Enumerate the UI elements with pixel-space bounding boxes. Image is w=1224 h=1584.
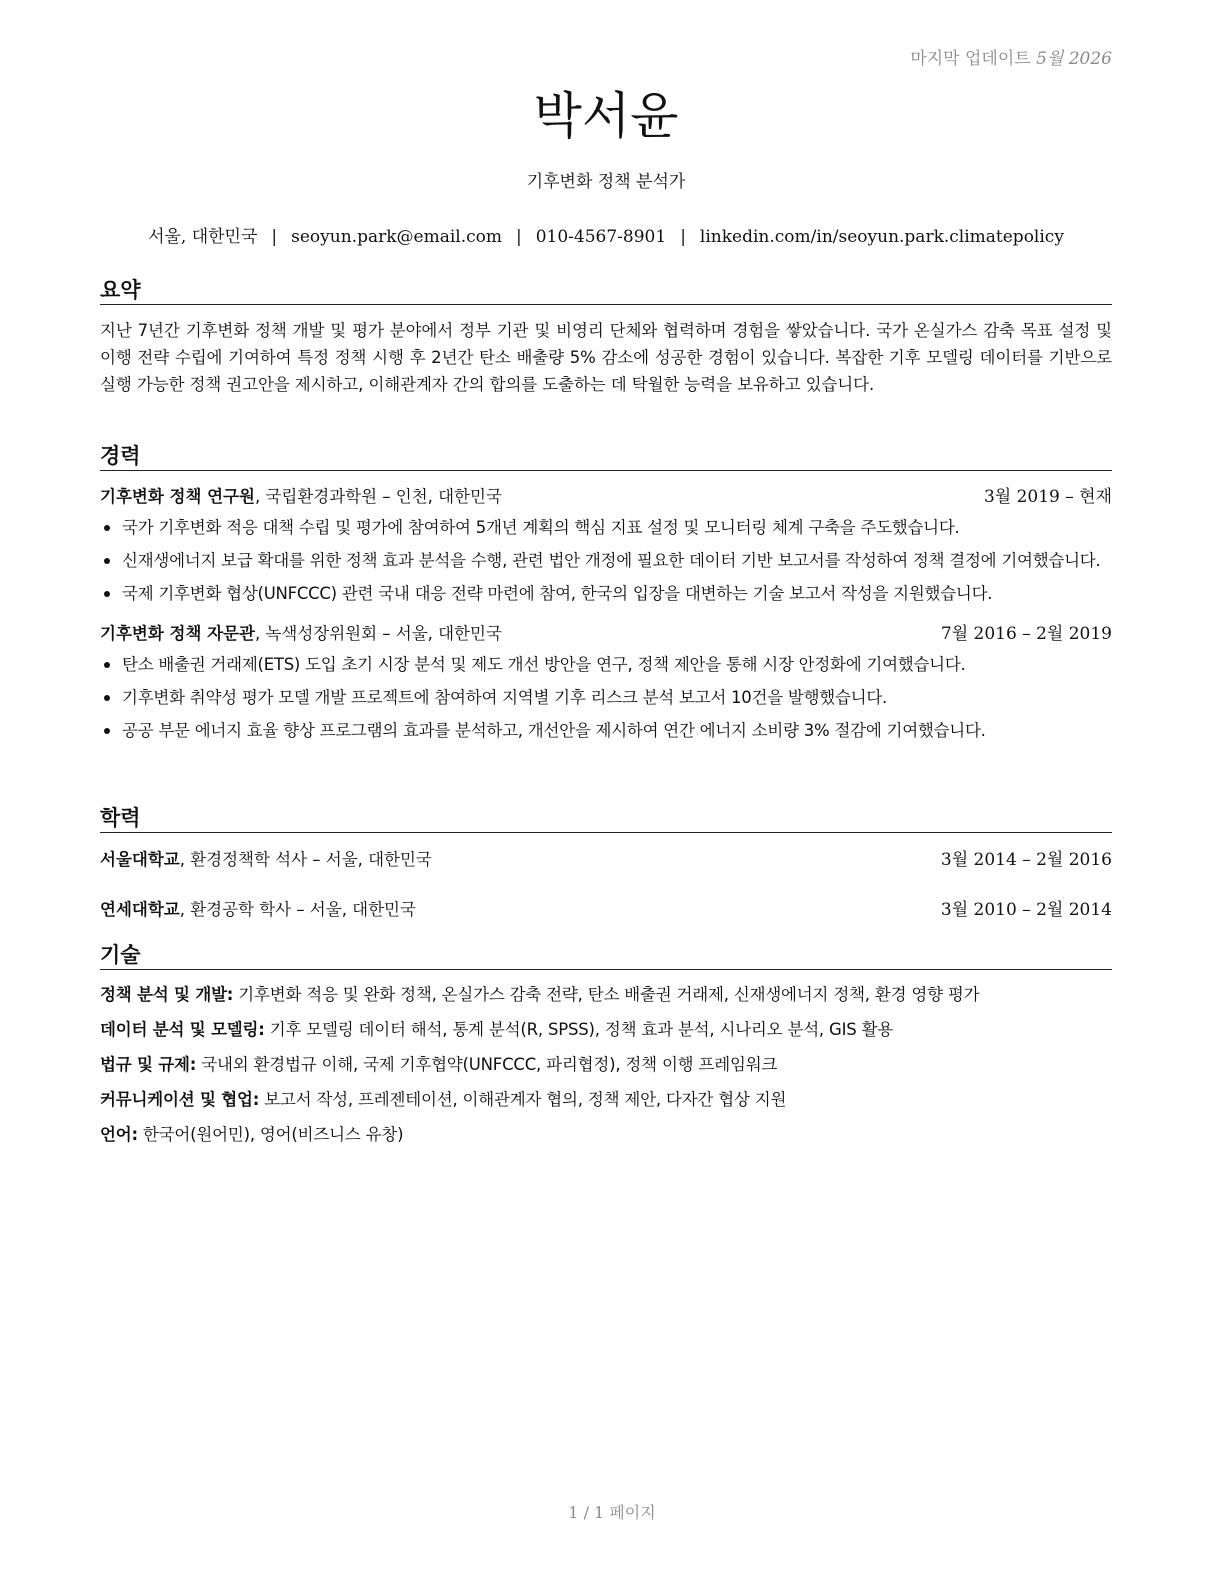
contact-email[interactable]: seoyun.park@email.com bbox=[291, 227, 502, 247]
contact-linkedin[interactable]: linkedin.com/in/seoyun.park.climatepolicy bbox=[699, 227, 1064, 247]
summary-heading: 요약 bbox=[100, 276, 1112, 305]
job-header bbox=[100, 484, 1112, 510]
education-entry bbox=[100, 897, 1112, 923]
page-number: 1 / 1 페이지 bbox=[568, 1503, 656, 1522]
job-org: , 국립환경과학원 – 인천, 대한민국 bbox=[254, 487, 502, 506]
skill-label: 법규 및 규제: bbox=[100, 1055, 197, 1074]
list-item: 국가 기후변화 적응 대책 수립 및 평가에 참여하여 5개년 계획의 핵심 지표 설정 및 모니터링 체계 구축을 주도했습니다. bbox=[100, 514, 1112, 541]
skill-value: 보고서 작성, 프레젠테이션, 이해관계자 협의, 정책 제안, 다자간 협상 지원 bbox=[259, 1090, 787, 1109]
skill-row bbox=[100, 1082, 1112, 1117]
contact-separator: | bbox=[680, 227, 686, 247]
skill-label: 언어: bbox=[100, 1125, 138, 1144]
education-heading: 학력 bbox=[100, 804, 1112, 833]
skill-row bbox=[100, 1047, 1112, 1082]
education-section bbox=[100, 804, 1112, 923]
education-school: 연세대학교 bbox=[100, 900, 180, 919]
job-bullets bbox=[100, 651, 1112, 744]
list-item: 탄소 배출권 거래제(ETS) 도입 초기 시장 분석 및 제도 개선 방안을 연구, 정책 제안을 통해 시장 안정화에 기여했습니다. bbox=[100, 651, 1112, 678]
skill-value: 기후변화 적응 및 완화 정책, 온실가스 감축 전략, 탄소 배출권 거래제, 신재생에너지 정책, 환경 영향 평가 bbox=[233, 985, 980, 1004]
skill-row bbox=[100, 1012, 1112, 1047]
skills-section bbox=[100, 941, 1112, 1152]
list-item: 신재생에너지 보급 확대를 위한 정책 효과 분석을 수행, 관련 법안 개정에 필요한 데이터 기반 보고서를 작성하여 정책 결정에 기여했습니다. bbox=[100, 547, 1112, 574]
job-bullets bbox=[100, 514, 1112, 607]
summary-text: 지난 7년간 기후변화 정책 개발 및 평가 분야에서 정부 기관 및 비영리 단체와 협력하며 경험을 쌓았습니다. 국가 온실가스 감축 목표 설정 및 이행 전략 수립에 기여하여 특정 정책 시행 후 2년간 탄소 배출량 5% 감소에 성공한 경험이 있습니다. 복잡한 기후 모델링 데이터를 기반으로 실행 가능한 정책 권고안을 제시하고, 이해관계자 간의 합의를 도출하는 데 탁월한 능력을 보유하고 있습니다. bbox=[100, 321, 1112, 394]
skill-value: 국내외 환경법규 이해, 국제 기후협약(UNFCCC, 파리협정), 정책 이행 프레임워크 bbox=[196, 1055, 778, 1074]
skill-value: 기후 모델링 데이터 해석, 통계 분석(R, SPSS), 정책 효과 분석, 시나리오 분석, GIS 활용 bbox=[264, 1020, 894, 1039]
job-header bbox=[100, 621, 1112, 647]
education-detail: , 환경공학 학사 – 서울, 대한민국 bbox=[179, 900, 416, 919]
contact-separator: | bbox=[515, 227, 522, 247]
last-updated-label: 마지막 업데이트 bbox=[910, 49, 1031, 69]
education-date: 3월 2014 – 2월 2016 bbox=[940, 850, 1112, 870]
experience-heading: 경력 bbox=[100, 442, 1112, 471]
contact-location: 서울, 대한민국 bbox=[148, 227, 258, 247]
last-updated-date: 5월 2026 bbox=[1036, 49, 1112, 69]
job-date: 7월 2016 – 2월 2019 bbox=[940, 624, 1112, 644]
job-entry bbox=[100, 621, 1112, 744]
skill-label: 데이터 분석 및 모델링: bbox=[100, 1020, 265, 1039]
summary-section bbox=[100, 276, 1112, 398]
last-updated bbox=[910, 44, 1112, 69]
education-detail: , 환경정책학 석사 – 서울, 대한민국 bbox=[179, 850, 432, 869]
job-role: 기후변화 정책 자문관 bbox=[100, 624, 255, 643]
list-item: 국제 기후변화 협상(UNFCCC) 관련 국내 대응 전략 마련에 참여, 한국의 입장을 대변하는 기술 보고서 작성을 지원했습니다. bbox=[100, 580, 1112, 607]
job-role: 기후변화 정책 연구원 bbox=[100, 487, 255, 506]
job-title: 기후변화 정책 분석가 bbox=[526, 172, 686, 192]
experience-section bbox=[100, 442, 1112, 750]
skill-row bbox=[100, 1117, 1112, 1152]
job-date: 3월 2019 – 현재 bbox=[983, 487, 1112, 507]
contact-phone: 010-4567-8901 bbox=[535, 227, 667, 247]
education-school: 서울대학교 bbox=[100, 850, 180, 869]
job-org: , 녹색성장위원회 – 서울, 대한민국 bbox=[254, 624, 502, 643]
contact-separator: | bbox=[271, 227, 278, 247]
education-date: 3월 2010 – 2월 2014 bbox=[940, 900, 1112, 920]
list-item: 공공 부문 에너지 효율 향상 프로그램의 효과를 분석하고, 개선안을 제시하여 연간 에너지 소비량 3% 절감에 기여했습니다. bbox=[100, 717, 1112, 744]
skills-list bbox=[100, 977, 1112, 1152]
skill-row bbox=[100, 977, 1112, 1012]
skill-label: 정책 분석 및 개발: bbox=[100, 985, 234, 1004]
education-entry bbox=[100, 847, 1112, 873]
job-entry bbox=[100, 484, 1112, 607]
contact-line bbox=[100, 224, 1112, 250]
list-item: 기후변화 취약성 평가 모델 개발 프로젝트에 참여하여 지역별 기후 리스크 분석 보고서 10건을 발행했습니다. bbox=[100, 684, 1112, 711]
skill-label: 커뮤니케이션 및 협업: bbox=[100, 1090, 260, 1109]
skill-value: 한국어(원어민), 영어(비즈니스 유창) bbox=[137, 1125, 404, 1144]
candidate-name: 박서윤 bbox=[533, 87, 679, 145]
skills-heading: 기술 bbox=[100, 941, 1112, 970]
